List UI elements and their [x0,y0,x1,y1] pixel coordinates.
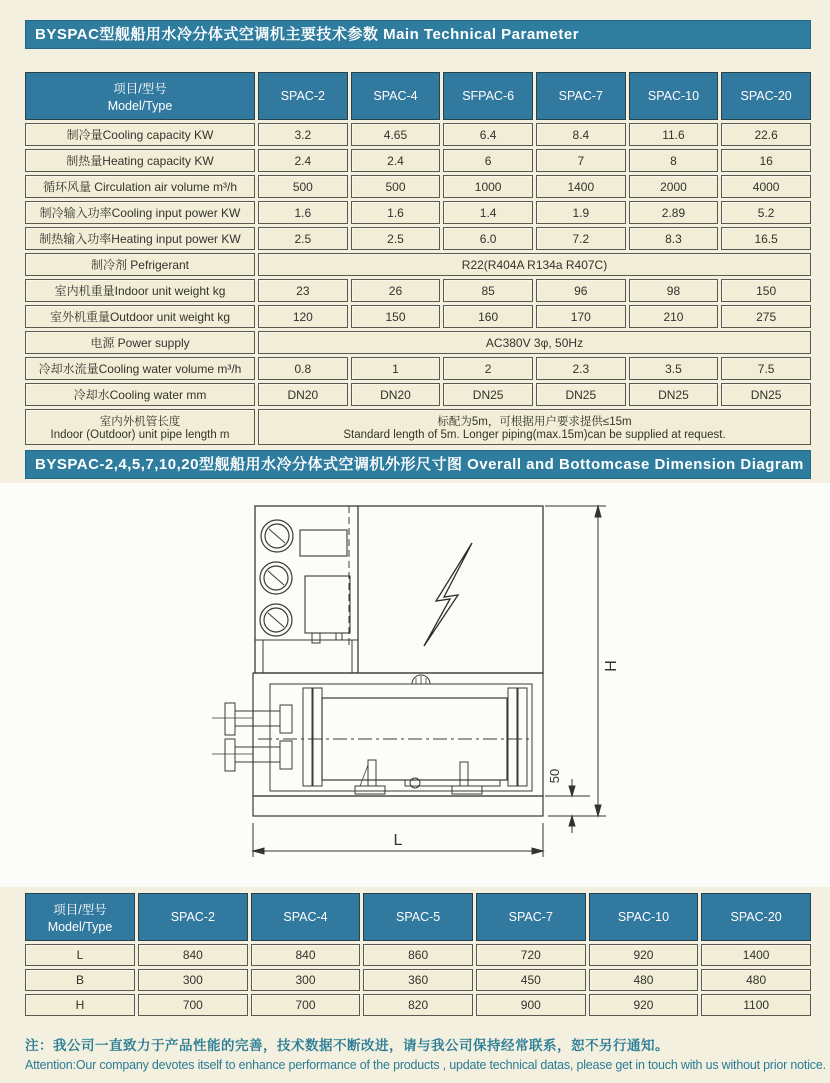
table-row [25,944,811,966]
table-cell: 8.4 [536,123,626,146]
table-cell: 3.2 [258,123,348,146]
table-cell: 2.5 [351,227,441,250]
model-type-header [25,72,255,120]
footer-note-cn: 注：我公司一直致力于产品性能的完善，技术数据不断改进，请与我公司保持经常联系，恕不另行通知。 [25,1038,669,1053]
table-cell: 8 [629,149,719,172]
table-cell: 275 [721,305,811,328]
table-row [25,149,811,172]
table-cell: 160 [443,305,533,328]
header-cn: 项目/型号 [113,82,167,96]
table-row [25,123,811,146]
table-cell: 2.4 [258,149,348,172]
table-cell: 2.89 [629,201,719,224]
table-cell: 920 [589,944,699,966]
table-cell: 2 [443,357,533,380]
table-cell: 1.9 [536,201,626,224]
table-cell: 7.5 [721,357,811,380]
table-cell: 720 [476,944,586,966]
table-cell: 23 [258,279,348,302]
table-cell: DN25 [443,383,533,406]
column-header: SFPAC-6 [443,72,533,120]
dim-base-label: 50 [547,768,562,784]
dimension-table [22,890,814,1019]
row-label [25,409,255,445]
model-type-header [25,893,135,941]
header-cn: 项目/型号 [53,903,107,917]
table-cell: 500 [351,175,441,198]
table-cell: 6.0 [443,227,533,250]
table-cell: 85 [443,279,533,302]
footer-note [25,1034,830,1072]
table-row [25,331,811,354]
column-header: SPAC-2 [138,893,248,941]
table-cell: 150 [721,279,811,302]
table-cell: 700 [251,994,361,1016]
table-cell: 210 [629,305,719,328]
condenser-section [212,673,543,816]
table-cell: 1.6 [351,201,441,224]
span-cell: AC380V 3φ, 50Hz [258,331,811,354]
dim-height-label: H [603,660,620,672]
table-cell: 1000 [443,175,533,198]
column-header: SPAC-4 [251,893,361,941]
dimension-diagram-banner: BYSPAC-2,4,5,7,10,20型舰船用水冷分体式空调机外形尺寸图 Overall and Bottomcase Dimension Diagram [25,450,811,479]
table-cell: 150 [351,305,441,328]
column-header: SPAC-10 [629,72,719,120]
main-parameter-banner: BYSPAC型舰船用水冷分体式空调机主要技术参数 Main Technical Parameter [25,20,811,49]
row-label-en: Indoor (Outdoor) unit pipe length m [50,429,230,441]
table-cell: 700 [138,994,248,1016]
table-cell: 840 [251,944,361,966]
table-cell: 6.4 [443,123,533,146]
table-cell: DN25 [629,383,719,406]
table-row [25,253,811,276]
dimension-50 [545,769,590,833]
table-cell: 1400 [701,944,811,966]
table-cell: 26 [351,279,441,302]
table-cell: 480 [589,969,699,991]
table-row [25,279,811,302]
table-cell: 860 [363,944,473,966]
span-cell [258,409,811,445]
span-cell-en: Standard length of 5m. Longer piping(max.15m)can be supplied at request. [343,429,726,441]
span-cell-cn: 标配为5m，可根据用户要求提供≤15m [437,416,632,428]
lightning-bolt-icon [424,543,472,646]
table-cell: 8.3 [629,227,719,250]
row-label: 制热输入功率Heating input power KW [25,227,255,250]
table-cell: 170 [536,305,626,328]
table-cell: 450 [476,969,586,991]
table-cell: DN25 [536,383,626,406]
column-header: SPAC-2 [258,72,348,120]
table-cell: 7 [536,149,626,172]
row-label: H [25,994,135,1016]
table-cell: 5.2 [721,201,811,224]
table-cell: 6 [443,149,533,172]
table-cell: 7.2 [536,227,626,250]
header-en: Model/Type [107,99,173,113]
table-row [25,383,811,406]
table-row [25,201,811,224]
row-label: L [25,944,135,966]
row-label: 冷却水流量Cooling water volume m³/h [25,357,255,380]
table-header-row [25,72,811,120]
table-row [25,227,811,250]
row-label: 制热量Heating capacity KW [25,149,255,172]
table-row [25,409,811,445]
table-cell: 1100 [701,994,811,1016]
row-label: 制冷剂 Pefrigerant [25,253,255,276]
table-cell: 900 [476,994,586,1016]
span-cell: R22(R404A R134a R407C) [258,253,811,276]
table-cell: DN20 [351,383,441,406]
row-label: 室外机重量Outdoor unit weight kg [25,305,255,328]
table-cell: 300 [138,969,248,991]
column-header: SPAC-20 [721,72,811,120]
column-header: SPAC-10 [589,893,699,941]
header-en: Model/Type [47,920,113,934]
table-cell: 2000 [629,175,719,198]
table-cell: DN20 [258,383,348,406]
column-header: SPAC-4 [351,72,441,120]
row-label: 循环风量 Circulation air volume m³/h [25,175,255,198]
table-cell: 300 [251,969,361,991]
dim-length-label: L [393,832,403,849]
table-row [25,969,811,991]
table-cell: 16.5 [721,227,811,250]
row-label: B [25,969,135,991]
table-cell: 500 [258,175,348,198]
dimension-L [253,823,543,857]
column-header: SPAC-7 [536,72,626,120]
table-cell: 2.3 [536,357,626,380]
row-label: 制冷量Cooling capacity KW [25,123,255,146]
table-cell: 2.4 [351,149,441,172]
table-cell: 96 [536,279,626,302]
table-cell: 1 [351,357,441,380]
column-header: SPAC-7 [476,893,586,941]
unit-outline [255,506,543,673]
table-cell: 360 [363,969,473,991]
table-header-row [25,893,811,941]
row-label: 电源 Power supply [25,331,255,354]
table-cell: 4.65 [351,123,441,146]
row-label: 室内机重量Indoor unit weight kg [25,279,255,302]
table-row [25,994,811,1016]
table-row [25,305,811,328]
table-row [25,357,811,380]
table-row [25,175,811,198]
column-header: SPAC-20 [701,893,811,941]
table-cell: 820 [363,994,473,1016]
technical-parameter-table [22,69,814,448]
row-label: 冷却水Cooling water mm [25,383,255,406]
table-cell: 98 [629,279,719,302]
table-cell: 120 [258,305,348,328]
table-cell: 1400 [536,175,626,198]
dimension-diagram [0,483,830,887]
table-cell: 0.8 [258,357,348,380]
table-cell: 11.6 [629,123,719,146]
table-cell: DN25 [721,383,811,406]
table-cell: 920 [589,994,699,1016]
column-header: SPAC-5 [363,893,473,941]
table-cell: 1.4 [443,201,533,224]
row-label-cn: 室内外机管长度 [99,416,181,428]
table-cell: 4000 [721,175,811,198]
pressure-gauges-icon [260,520,293,636]
table-cell: 480 [701,969,811,991]
table-cell: 3.5 [629,357,719,380]
footer-note-en: Attention:Our company devotes itself to enhance performance of the products , update technical datas, please get in touch with us without prior notice. [25,1058,826,1072]
table-cell: 2.5 [258,227,348,250]
row-label: 制冷输入功率Cooling input power KW [25,201,255,224]
table-cell: 22.6 [721,123,811,146]
table-cell: 1.6 [258,201,348,224]
table-cell: 16 [721,149,811,172]
table-cell: 840 [138,944,248,966]
